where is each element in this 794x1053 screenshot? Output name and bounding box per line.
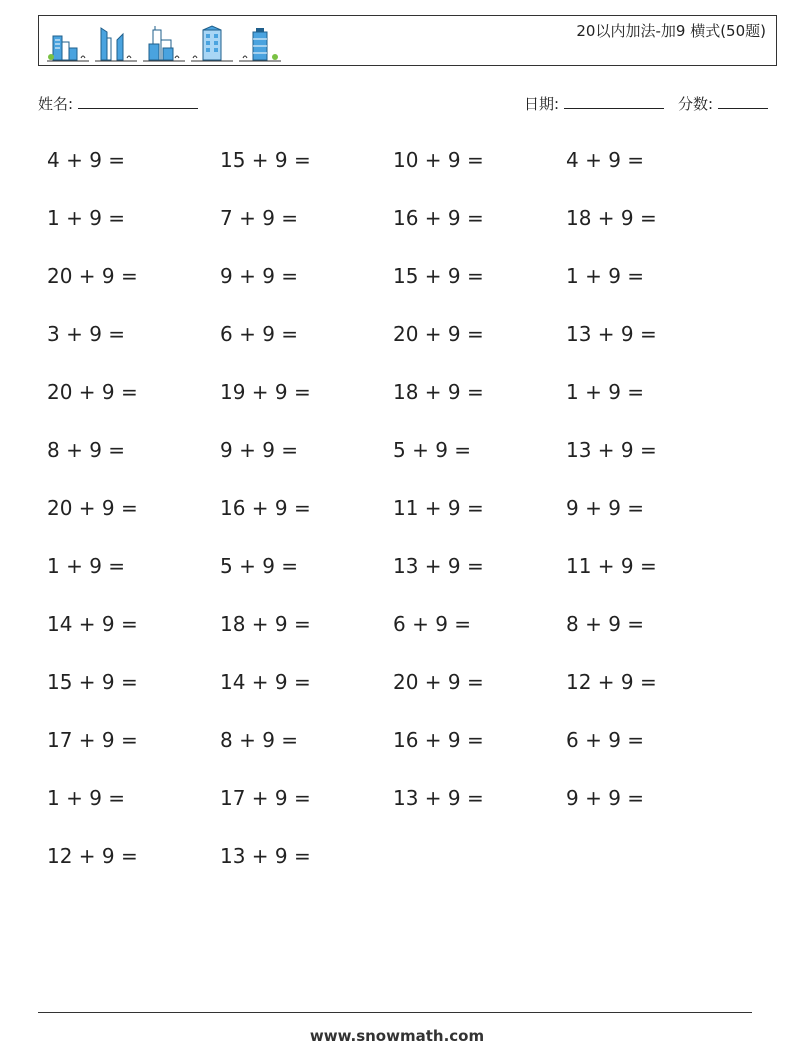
problem-item: 13 + 9 =	[566, 322, 657, 346]
problem-item: 1 + 9 =	[47, 786, 126, 810]
problem-item: 9 + 9 =	[566, 786, 645, 810]
name-field	[38, 93, 198, 114]
problem-item: 20 + 9 =	[47, 380, 138, 404]
worksheet-title: 20以内加法-加9 横式(50题)	[576, 22, 766, 40]
problem-item: 4 + 9 =	[47, 148, 126, 172]
date-label: 日期:	[524, 95, 560, 113]
problem-item: 17 + 9 =	[220, 786, 311, 810]
problem-item: 13 + 9 =	[393, 554, 484, 578]
date-field	[524, 93, 664, 114]
problem-item: 9 + 9 =	[566, 496, 645, 520]
problem-item: 6 + 9 =	[566, 728, 645, 752]
problem-item: 8 + 9 =	[47, 438, 126, 462]
problem-item: 20 + 9 =	[393, 670, 484, 694]
problem-item: 9 + 9 =	[220, 264, 299, 288]
problem-item: 12 + 9 =	[566, 670, 657, 694]
name-label: 姓名:	[38, 95, 74, 113]
problem-item: 19 + 9 =	[220, 380, 311, 404]
problem-item: 11 + 9 =	[393, 496, 484, 520]
problem-item: 5 + 9 =	[393, 438, 472, 462]
problem-item: 13 + 9 =	[220, 844, 311, 868]
problem-item: 20 + 9 =	[47, 496, 138, 520]
problem-item: 4 + 9 =	[566, 148, 645, 172]
problem-item: 15 + 9 =	[47, 670, 138, 694]
tower-building-icon	[237, 22, 285, 64]
footer-url: www.snowmath.com	[309, 1027, 485, 1045]
problem-item: 18 + 9 =	[566, 206, 657, 230]
problem-item: 8 + 9 =	[566, 612, 645, 636]
problem-item: 15 + 9 =	[393, 264, 484, 288]
problem-item: 18 + 9 =	[220, 612, 311, 636]
problem-item: 10 + 9 =	[393, 148, 484, 172]
skyscraper-icon	[93, 22, 141, 64]
problem-item: 18 + 9 =	[393, 380, 484, 404]
worksheet-header	[38, 15, 777, 66]
problem-item: 16 + 9 =	[393, 728, 484, 752]
problem-item: 7 + 9 =	[220, 206, 299, 230]
problem-item: 14 + 9 =	[220, 670, 311, 694]
problem-item: 1 + 9 =	[47, 206, 126, 230]
date-blank[interactable]	[564, 94, 664, 109]
problem-item: 8 + 9 =	[220, 728, 299, 752]
problem-item: 1 + 9 =	[566, 380, 645, 404]
name-blank[interactable]	[78, 94, 198, 109]
problem-item: 9 + 9 =	[220, 438, 299, 462]
problem-item: 12 + 9 =	[47, 844, 138, 868]
problem-item: 15 + 9 =	[220, 148, 311, 172]
problem-item: 3 + 9 =	[47, 322, 126, 346]
building-icons	[45, 22, 285, 64]
office-building-icon	[45, 22, 93, 64]
score-field	[678, 93, 768, 114]
problem-item: 14 + 9 =	[47, 612, 138, 636]
problem-item: 16 + 9 =	[393, 206, 484, 230]
problem-grid	[47, 142, 739, 896]
problem-item: 16 + 9 =	[220, 496, 311, 520]
problem-item: 20 + 9 =	[393, 322, 484, 346]
problem-item: 17 + 9 =	[47, 728, 138, 752]
problem-item: 6 + 9 =	[393, 612, 472, 636]
problem-item: 13 + 9 =	[393, 786, 484, 810]
problem-item: 13 + 9 =	[566, 438, 657, 462]
problem-item: 6 + 9 =	[220, 322, 299, 346]
problem-item: 5 + 9 =	[220, 554, 299, 578]
footer-divider	[38, 1012, 752, 1013]
score-label: 分数:	[678, 95, 714, 113]
city-buildings-icon	[141, 22, 189, 64]
problem-item: 1 + 9 =	[566, 264, 645, 288]
problem-item: 20 + 9 =	[47, 264, 138, 288]
apartment-building-icon	[189, 22, 237, 64]
problem-item: 1 + 9 =	[47, 554, 126, 578]
score-blank[interactable]	[718, 94, 768, 109]
problem-item: 11 + 9 =	[566, 554, 657, 578]
